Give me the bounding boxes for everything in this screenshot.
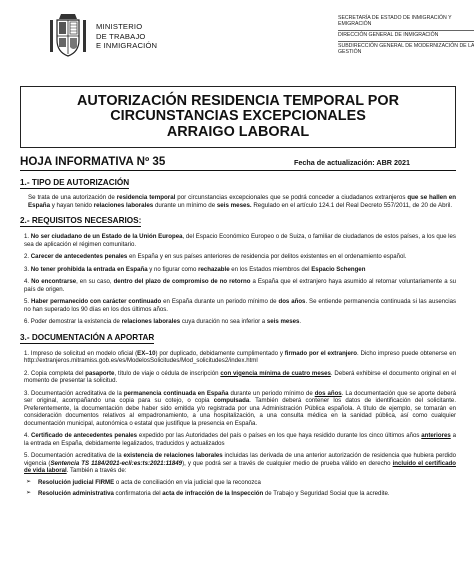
section-3-title: 3.- DOCUMENTACIÓN A APORTAR	[20, 332, 155, 342]
secretariat-label: SECRETARÍA DE ESTADO DE INMIGRACIÓN Y EMIGRACIÓN	[338, 15, 452, 27]
bullet-item: ➢ Resolución administrativa confirmatoria del acta de infracción de la Inspección de Trabajo y Seguridad Social que la acredite.	[20, 490, 456, 498]
sheet-number: HOJA INFORMATIVA Nº 35	[20, 155, 166, 168]
document-item: 4. Certificado de antecedentes penales expedido por las Autoridades del país o países en los que haya residido durante los cinco últimos años anteriores a la entrada en España, debidamente legalizados, traducidos y actualizados	[24, 432, 456, 447]
document-item: 2. Copia completa del pasaporte, título de viaje o cédula de inscripción con vigencia mínima de cuatro meses. Deberá exhibirse el documento original en el momento de presentar la solicitud.	[24, 369, 456, 385]
info-line	[20, 155, 456, 171]
requirement-item: 6. Poder demostrar la existencia de relaciones laborales cuya duración no sea inferior a seis meses.	[24, 318, 302, 326]
requirement-item: 4. No encontrarse, en su caso, dentro del plazo de compromiso de no retorno a España que el extranjero haya asumido al retornar voluntariamente a su país de origen.	[24, 278, 457, 293]
requirement-item: 5. Haber permanecido con carácter continuado en España durante un periodo mínimo de dos años. Se entiende permanencia continuada si las ausencias no han superado los 90 días en los dos últimos años.	[24, 298, 456, 313]
document-item: 1. Impreso de solicitud en modelo oficial (EX–10) por duplicado, debidamente cumplimentado y firmado por el extranjero. Dicho impreso puede obtenerse en http://extranjeros.mitramiss.gob.es/es/ModelosSolicitudes/Mod_solicitudes2/index.html	[24, 349, 456, 365]
subdirectorate-label: SUBDIRECCIÓN GENERAL DE MODERNIZACIÓN DE LA GESTIÓN	[338, 41, 474, 55]
section-1-text: Se trata de una autorización de residencia temporal por circunstancias excepcionales que se podrá conceder a ciudadanos extranjeros que se hallen en España y hayan tenido relaciones laborales durante un mínimo de seis meses. Regulado en el artículo 124.1 del Real Decreto 557/2011, de 20 de Abril.	[28, 194, 457, 209]
department-blocks	[338, 14, 474, 58]
coat-of-arms-icon	[48, 10, 88, 60]
requirement-item: 1. No ser ciudadano de un Estado de la Unión Europea, del Espacio Económico Europeo o de Suiza, o familiar de ciudadanos de estos países, a los que les sea de aplicación el régimen comunitario.	[24, 233, 456, 248]
section-2-title: 2.- REQUISITOS NECESARIOS:	[20, 216, 142, 226]
requirement-item: 2. Carecer de antecedentes penales en España y en sus países anteriores de residencia por delitos existentes en el ordenamiento español.	[24, 253, 407, 261]
document-item: 3. Documentación acreditativa de la permanencia continuada en España durante un periodo mínimo de dos años. La documentación que se aporte deberá ser original, acompañando una copia para su cotejo, o copia compulsada. También deberá contener los datos de identificación del solicitante. Preferentemente, la documentación debe haber sido emitida y/o registrada por una Administración Pública española. A título de ejemplo, se tomarán en consideración documentos relativos al empadronamiento, a una hospitalización, a una consulta médica en la sanidad pública, así como cualquier documentación municipal, autonómica o estatal que justifique la presencia en España.	[24, 389, 457, 427]
bullet-item: ➢ Resolución judicial FIRME o acta de conciliación en vía judicial que la reconozca	[20, 479, 456, 487]
forms-link[interactable]: http://extranjeros.mitramiss.gob.es/es/ModelosSolicitudes/Mod_solicitudes2/index.html	[24, 357, 258, 365]
document-item: 5. Documentación acreditativa de la existencia de relaciones laborales incluidas las derivada de una anterior autorización de residencia que hubiera perdido vigencia (Sentencia TS 1184/2021-ecli:es:ts:2021:11849), y que podrá ser a través de cualquier medio de prueba válido en derecho incluido el certificado de vida laboral. También a través de:	[24, 452, 456, 475]
section-1-title: 1.- TIPO DE AUTORIZACIÓN	[20, 178, 130, 187]
header	[20, 0, 474, 76]
directorate-label: DIRECCIÓN GENERAL DE INMIGRACIÓN	[338, 30, 474, 38]
document-title: AUTORIZACIÓN RESIDENCIA TEMPORAL POR CIRCUNSTANCIAS EXCEPCIONALES ARRAIGO LABORAL	[20, 86, 456, 148]
update-date: Fecha de actualización: ABR 2021	[294, 158, 410, 167]
ministry-name: MINISTERIO DE TRABAJO E INMIGRACIÓN	[96, 22, 158, 51]
requirement-item: 3. No tener prohibida la entrada en España y no figurar como rechazable en los Estados miembros del Espacio Schengen	[24, 265, 366, 273]
